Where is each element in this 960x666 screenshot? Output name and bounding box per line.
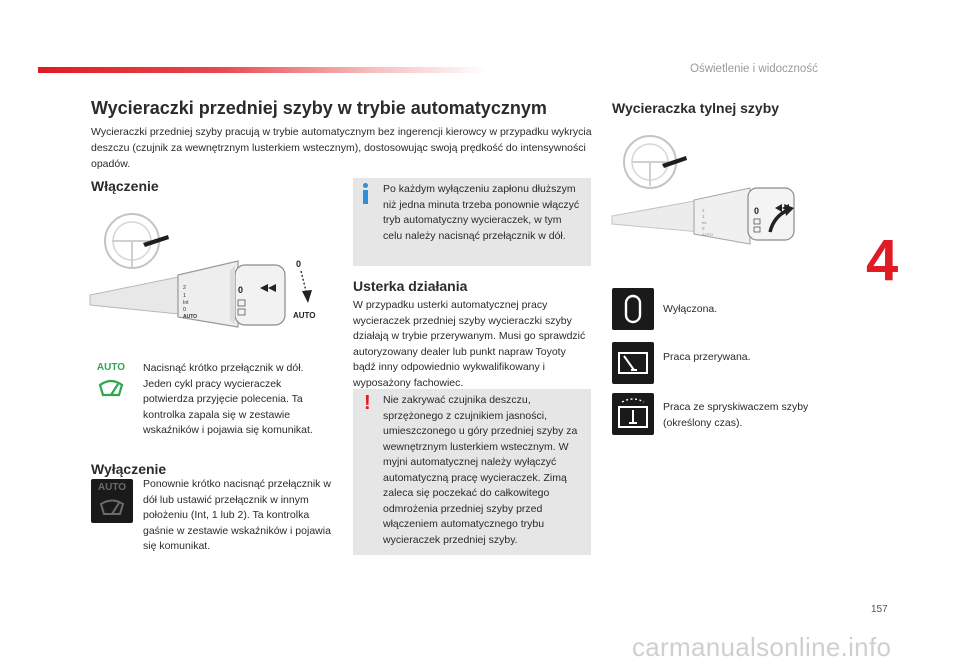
info-box-text: Po każdym wyłączeniu zapłonu dłuższym niż jedna minuta trzeba ponownie włączyć tryb automatyczny wycieraczek, w tym celu należy nacisnąć przełącznik w dół. — [383, 183, 580, 242]
rear-lever-pos-auto: AUTO — [702, 232, 714, 237]
indicator-off-auto-label: AUTO — [97, 482, 127, 493]
rear-item-wash-label: Praca ze spryskiwaczem szyby (określony czas). — [663, 401, 809, 429]
auto-wiper-indicator-off-icon — [91, 479, 133, 523]
info-icon — [363, 183, 369, 205]
watermark: carmanualsonline.info — [632, 632, 892, 662]
rear-item-intermittent-label: Praca przerywana. — [663, 351, 751, 363]
auto-wiper-indicator-on-icon — [91, 362, 131, 402]
warning-icon: ! — [364, 392, 371, 414]
lever-pos-int: Int — [183, 300, 189, 306]
lever-pos-0: 0 — [183, 307, 187, 313]
chapter-number: 4 — [866, 228, 899, 293]
switch-on-text: Nacisnąć krótko przełącznik w dół. Jeden cykl pracy wycieraczek potwierdza przyjęcie polecenia. Ta kontrolka zapala się w zestawie wskaźników i pojawia się komunikat. — [143, 362, 313, 436]
wiper-lever-illustration-on — [88, 205, 338, 345]
lever-pos-auto: AUTO — [183, 314, 198, 320]
heading-fault: Usterka działania — [353, 278, 468, 294]
header-accent-bar — [38, 67, 488, 73]
page-number: 157 — [871, 604, 888, 615]
fault-text: W przypadku usterki automatycznej pracy wycieraczek przedniej szyby wycieraczki szyby działają w trybie przerywanym. Musi go sprawdzić autoryzowany dealer lub punkt napraw Toyoty bądź inny odpowiednio wykwalifikowany i wyposażony fachowiec. — [353, 299, 586, 389]
rear-lever-pos-0: 0 — [702, 226, 705, 231]
rear-lever-pos-2: 2 — [702, 208, 705, 213]
page-title: Wycieraczki przedniej szyby w trybie automatycznym — [91, 98, 547, 118]
section-title: Oświetlenie i widoczność — [690, 63, 818, 75]
indicator-auto-label: AUTO — [96, 362, 126, 373]
lever-pos-2: 2 — [183, 285, 187, 291]
heading-switch-on: Włączenie — [91, 178, 159, 194]
rear-lever-pos-int: Int — [702, 220, 707, 225]
intro-text: Wycieraczki przedniej szyby pracują w trybie automatycznym bez ingerencji kierowcy w przypadku wykrycia deszczu (czujnik za wewnętrznym lusterkiem wstecznym), dostosowując swoją prędkość do intensywności opadów. — [91, 126, 592, 170]
heading-switch-off: Wyłączenie — [91, 461, 167, 477]
rear-lever-pos-1: 1 — [702, 214, 705, 219]
lever-rear-zero: 0 — [238, 285, 244, 295]
switch-off-text: Ponownie krótko nacisnąć przełącznik w dół lub ustawić przełącznik w innym położeniu (Int, 1 lub 2). Ta kontrolka gaśnie w zestawie wskaźników i pojawia się komunikat. — [143, 478, 331, 552]
push-auto-label: AUTO — [293, 311, 316, 320]
push-zero-label: 0 — [296, 259, 302, 269]
rear-wiper-lever-illustration — [610, 128, 820, 258]
lever-pos-1: 1 — [183, 293, 187, 299]
intermittent-wipe-icon — [612, 342, 654, 384]
rear-item-off-label: Wyłączona. — [663, 303, 718, 315]
wash-wipe-icon — [612, 393, 654, 435]
rear-lever-zero: 0 — [754, 206, 760, 216]
heading-rear-wiper: Wycieraczka tylnej szyby — [612, 100, 780, 116]
off-position-icon — [612, 288, 654, 330]
warning-box-text: Nie zakrywać czujnika deszczu, sprzężonego z czujnikiem jasności, umieszczonego u góry przedniej szyby za wewnętrznym lusterkiem wstecznym. W myjni automatycznej należy wyłączyć automatyczną pracę wycieraczek. Zimą zaleca się poczekać do całkowitego odmrożenia przedniej szyby przed włączeniem automatycznego trybu wycieraczek przedniej szyby. — [383, 394, 578, 546]
